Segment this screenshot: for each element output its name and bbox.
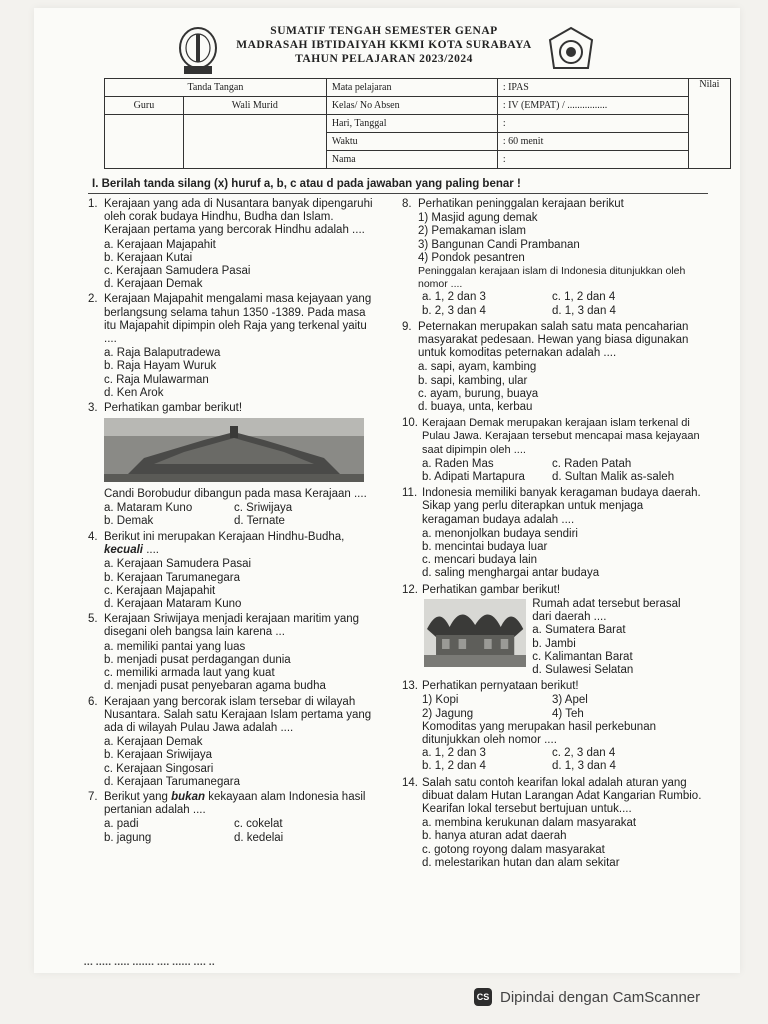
option[interactable]: b. Demak bbox=[104, 514, 154, 527]
question-text: Berikut ini merupakan Kerajaan Hindhu-Budha, bbox=[104, 531, 345, 544]
camscanner-icon: CS bbox=[474, 988, 492, 1006]
option[interactable]: a. Raja Balaputradewa bbox=[104, 347, 221, 360]
header-line-3: TAHUN PELAJARAN 2023/2024 bbox=[295, 53, 473, 65]
option[interactable]: d. Sultan Malik as-saleh bbox=[552, 471, 675, 484]
statement-grid bbox=[402, 694, 702, 720]
question-text: Perhatikan gambar berikut! bbox=[422, 583, 561, 596]
rumah-gadang-image bbox=[424, 599, 526, 667]
option[interactable]: d. 1, 3 dan 4 bbox=[552, 304, 616, 317]
camscanner-watermark bbox=[474, 983, 764, 1011]
info-value-hari[interactable]: : bbox=[497, 115, 688, 133]
question-text-pre: Berikut yang bbox=[104, 790, 172, 803]
question-number: 8. bbox=[402, 198, 412, 210]
borobudur-image bbox=[104, 418, 364, 482]
options-grid bbox=[88, 502, 378, 528]
question-text: kekayaan alam Indonesia hasil pertanian adalah .... bbox=[104, 790, 366, 817]
option[interactable]: d. kedelai bbox=[234, 831, 284, 844]
option[interactable]: d. Ternate bbox=[234, 514, 285, 527]
options-grid bbox=[402, 291, 702, 317]
list-item: 2) Jagung bbox=[422, 707, 474, 720]
question-text: Kerajaan Demak merupakan kerajaan islam terkenal di Pulau Jawa. Kerajaan tersebut mencapai masa kejayaan saat dipimpin oleh .... bbox=[422, 417, 700, 456]
question-text: Komoditas yang merupakan hasil perkebunan ditunjukkan oleh nomor .... bbox=[422, 720, 656, 746]
options-grid bbox=[88, 818, 378, 844]
option[interactable]: d. menjadi pusat penyebaran agama budha bbox=[104, 680, 326, 693]
question-9 bbox=[402, 321, 702, 361]
option[interactable]: c. gotong royong dalam masyarakat bbox=[422, 843, 605, 856]
question-text: Kerajaan Sriwijaya menjadi kerajaan maritim yang disegani oleh bangsa lain karena ... bbox=[104, 613, 360, 639]
option[interactable]: c. 2, 3 dan 4 bbox=[552, 747, 616, 760]
question-number: 4. bbox=[88, 531, 98, 544]
question-5 bbox=[88, 613, 378, 639]
question-number: 11. bbox=[402, 487, 418, 500]
question-text: Perhatikan gambar berikut! bbox=[104, 402, 243, 415]
option[interactable]: d. saling menghargai antar budaya bbox=[422, 567, 600, 580]
question-text: Indonesia memiliki banyak keragaman budaya daerah. Sikap yang perlu diterapkan untuk menjaga keragaman budaya adalah .... bbox=[422, 487, 701, 526]
list-item: 1) Masjid agung demak bbox=[418, 212, 538, 225]
option[interactable]: d. Ken Arok bbox=[104, 386, 164, 399]
option[interactable]: c. Kerajaan Singosari bbox=[104, 762, 214, 775]
options-grid bbox=[402, 458, 702, 484]
info-value-kelas[interactable]: : IV (EMPAT) / ................ bbox=[497, 97, 688, 115]
question-number: 14. bbox=[402, 776, 418, 789]
question-text: Peternakan merupakan salah satu mata pencaharian masyarakat pedesaan. Hewan yang biasa digunakan untuk komoditas peternakan adalah .... bbox=[418, 320, 689, 360]
question-number: 3. bbox=[88, 402, 98, 415]
option[interactable]: b. 2, 3 dan 4 bbox=[422, 304, 486, 317]
question-text: Salah satu contoh kearifan lokal adalah aturan yang dibuat dalam Hutan Larangan Adat Kangarian Rumbio. Kearifan lokal tersebut bertujuan untuk.... bbox=[422, 776, 702, 815]
question-1 bbox=[88, 198, 378, 238]
info-label-waktu: Waktu bbox=[326, 133, 497, 151]
question-text: Kerajaan Majapahit mengalami masa kejayaan yang berlangsung selama tahun 1350 -1389. Pada masa itu Majapahit dipimpin oleh Raja yang terkenal yaitu .... bbox=[104, 293, 372, 346]
option[interactable]: c. Raja Mulawarman bbox=[104, 373, 209, 386]
left-column bbox=[88, 198, 378, 845]
question-number: 1. bbox=[88, 198, 98, 210]
option[interactable]: a. padi bbox=[104, 818, 139, 831]
option[interactable]: d. 1, 3 dan 4 bbox=[552, 760, 616, 773]
option[interactable]: a. 1, 2 dan 3 bbox=[422, 291, 486, 304]
camscanner-text: Dipindai dengan CamScanner bbox=[500, 988, 701, 1006]
question-12 bbox=[402, 584, 702, 597]
wali-murid-header: Wali Murid bbox=[183, 97, 326, 115]
right-column bbox=[402, 198, 702, 870]
question-number: 12. bbox=[402, 583, 418, 596]
list-item: 4) Teh bbox=[552, 707, 584, 720]
option[interactable]: d. Kerajaan Demak bbox=[104, 278, 203, 291]
question-7 bbox=[88, 791, 378, 817]
list-item: 4) Pondok pesantren bbox=[418, 251, 525, 264]
guru-signature-box[interactable] bbox=[105, 115, 184, 169]
question-text: Perhatikan peninggalan kerajaan berikut bbox=[418, 198, 624, 210]
list-item: 3) Bangunan Candi Prambanan bbox=[418, 238, 580, 251]
info-label-hari: Hari, Tanggal bbox=[326, 115, 497, 133]
question-number: 13. bbox=[402, 680, 418, 693]
option[interactable]: a. Kerajaan Samudera Pasai bbox=[104, 558, 252, 571]
question-13 bbox=[402, 680, 702, 693]
option[interactable]: a. sapi, ayam, kambing bbox=[418, 361, 537, 374]
question-2 bbox=[88, 293, 378, 346]
option[interactable]: c. mencari budaya lain bbox=[422, 554, 538, 567]
option[interactable]: d. Sulawesi Selatan bbox=[532, 663, 634, 676]
option[interactable]: a. Kerajaan Majapahit bbox=[104, 238, 216, 251]
option[interactable]: c. ayam, burung, buaya bbox=[418, 387, 539, 400]
tanda-tangan-header: Tanda Tangan bbox=[105, 79, 327, 97]
question-number: 10. bbox=[402, 417, 418, 430]
option[interactable]: c. memiliki armada laut yang kuat bbox=[104, 667, 275, 680]
question-text: Rumah adat tersebut berasal dari daerah .... bbox=[532, 597, 681, 624]
option[interactable]: c. Sriwijaya bbox=[234, 501, 293, 514]
option[interactable]: c. Kerajaan Majapahit bbox=[104, 584, 216, 597]
question-text: Perhatikan pernyataan berikut! bbox=[422, 680, 579, 693]
option[interactable]: a. Raden Mas bbox=[422, 457, 494, 470]
question-12-body bbox=[402, 598, 702, 677]
info-label-kelas: Kelas/ No Absen bbox=[326, 97, 497, 115]
option[interactable]: c. Kalimantan Barat bbox=[532, 650, 633, 663]
option[interactable]: b. sapi, kambing, ular bbox=[418, 374, 528, 387]
question-6 bbox=[88, 696, 378, 736]
option[interactable]: b. Kerajaan Kutai bbox=[104, 251, 193, 264]
info-label-nama: Nama bbox=[326, 151, 497, 169]
question-12-options bbox=[532, 598, 702, 677]
question-10 bbox=[402, 417, 702, 457]
question-number: 6. bbox=[88, 695, 98, 708]
question-number: 9. bbox=[402, 320, 412, 333]
header-line-2: MADRASAH IBTIDAIYAH KKMI KOTA SURABAYA bbox=[236, 39, 532, 51]
option[interactable]: d. melestarikan hutan dan alam sekitar bbox=[422, 856, 620, 869]
student-info-table bbox=[104, 78, 731, 169]
kkmi-logo-icon bbox=[546, 26, 596, 76]
option[interactable]: a. Mataram Kuno bbox=[104, 501, 193, 514]
option[interactable]: b. hanya aturan adat daerah bbox=[422, 830, 567, 843]
option[interactable]: c. Kerajaan Samudera Pasai bbox=[104, 265, 251, 278]
option[interactable]: d. Kerajaan Mataram Kuno bbox=[104, 598, 242, 611]
emphasis-text: bukan bbox=[171, 790, 205, 803]
option[interactable]: b. Kerajaan Tarumanegara bbox=[104, 571, 240, 584]
question-text: Kerajaan yang ada di Nusantara banyak dipengaruhi oleh corak budaya Hindhu, Budha dan Islam. Kerajaan pertama yang bercorak Hindhu adalah .... bbox=[104, 198, 373, 237]
option[interactable]: a. Sumatera Barat bbox=[532, 624, 626, 637]
info-value-nama[interactable]: : bbox=[497, 151, 688, 169]
option[interactable]: b. Raja Hayam Wuruk bbox=[104, 360, 217, 373]
question-14 bbox=[402, 777, 702, 817]
guru-header: Guru bbox=[105, 97, 184, 115]
info-label-mapel: Mata pelajaran bbox=[326, 79, 497, 97]
header-line-1: SUMATIF TENGAH SEMESTER GENAP bbox=[270, 25, 498, 37]
question-number: 5. bbox=[88, 613, 98, 626]
option[interactable]: a. menonjolkan budaya sendiri bbox=[422, 527, 578, 540]
option[interactable]: c. cokelat bbox=[234, 818, 283, 831]
question-number: 7. bbox=[88, 790, 98, 803]
wali-signature-box[interactable] bbox=[183, 115, 326, 169]
info-value-mapel: : IPAS bbox=[497, 79, 688, 97]
nilai-box: Nilai bbox=[688, 79, 730, 169]
option[interactable]: a. Kerajaan Demak bbox=[104, 736, 203, 749]
option[interactable]: b. jagung bbox=[104, 831, 152, 844]
question-text: Kerajaan yang bercorak islam tersebar di wilayah Nusantara. Salah satu Kerajaan Islam pertama yang ada di wilayah Pulau Jawa adalah .... bbox=[104, 695, 372, 734]
instruction-heading: I. Berilah tanda silang (x) huruf a, b, c atau d pada jawaban yang paling benar ! bbox=[92, 178, 521, 190]
question-number: 2. bbox=[88, 293, 98, 306]
exam-header bbox=[0, 24, 768, 66]
option[interactable]: c. 1, 2 dan 4 bbox=[552, 291, 616, 304]
option[interactable]: b. Kerajaan Sriwijaya bbox=[104, 749, 213, 762]
question-text: Candi Borobudur dibangun pada masa Kerajaan .... bbox=[104, 488, 367, 501]
list-item: 1) Kopi bbox=[422, 694, 459, 707]
options-grid bbox=[402, 747, 702, 773]
list-item: 3) Apel bbox=[552, 694, 588, 707]
question-text-end: .... bbox=[143, 544, 159, 557]
question-4 bbox=[88, 531, 378, 557]
divider bbox=[88, 193, 708, 194]
option[interactable]: b. mencintai budaya luar bbox=[422, 541, 548, 554]
option[interactable]: b. menjadi pusat perdagangan dunia bbox=[104, 653, 291, 666]
question-3 bbox=[88, 402, 378, 415]
info-value-waktu: : 60 menit bbox=[497, 133, 688, 151]
question-8 bbox=[402, 198, 702, 211]
option[interactable]: c. Raden Patah bbox=[552, 457, 632, 470]
option[interactable]: a. membina kerukunan dalam masyarakat bbox=[422, 817, 637, 830]
option[interactable]: b. 1, 2 dan 4 bbox=[422, 760, 486, 773]
option[interactable]: b. Jambi bbox=[532, 637, 576, 650]
option[interactable]: a. memiliki pantai yang luas bbox=[104, 640, 246, 653]
list-item: 2) Pemakaman islam bbox=[418, 225, 527, 238]
emphasis-text: kecuali bbox=[104, 544, 143, 557]
page-footer-text: ▪▪▪ ▪▪▪▪▪ ▪▪▪▪▪ ▪▪▪▪▪▪▪ ▪▪▪▪ ▪▪▪▪▪▪ ▪▪▪▪ ▪▪ bbox=[84, 962, 216, 968]
question-11 bbox=[402, 487, 702, 527]
option[interactable]: d. Kerajaan Tarumanegara bbox=[104, 775, 240, 788]
option[interactable]: d. buaya, unta, kerbau bbox=[418, 401, 533, 414]
question-text: Peninggalan kerajaan islam di Indonesia ditunjukkan oleh nomor .... bbox=[418, 265, 686, 291]
option[interactable]: a. 1, 2 dan 3 bbox=[422, 747, 486, 760]
option[interactable]: b. Adipati Martapura bbox=[422, 471, 525, 484]
